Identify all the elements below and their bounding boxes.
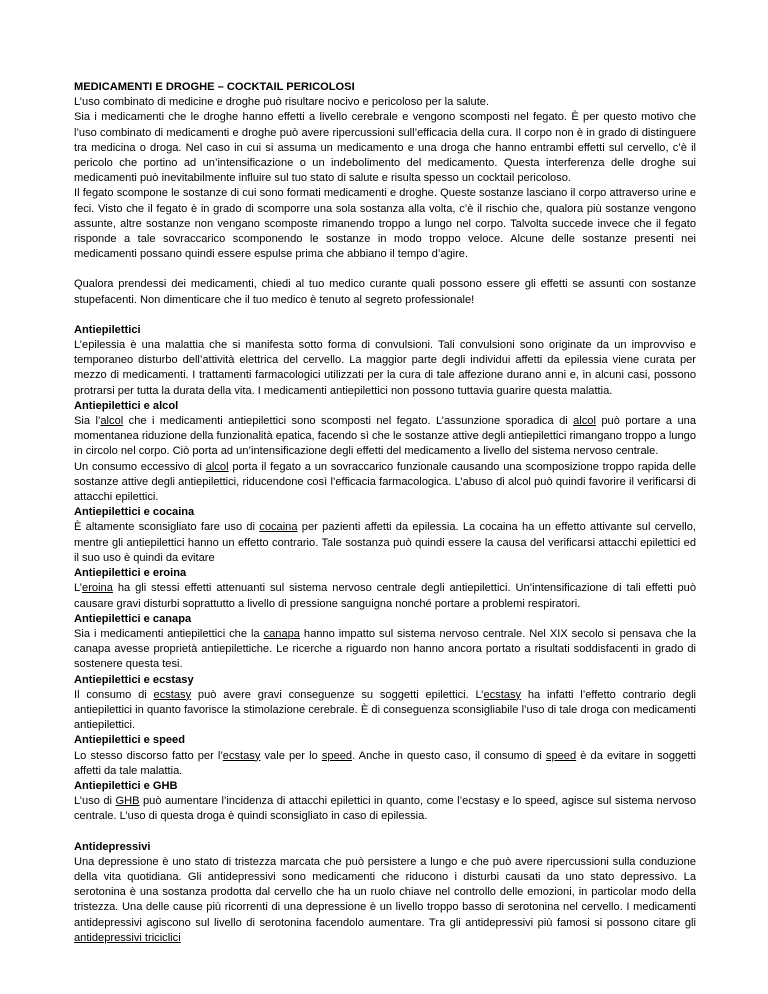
subsection-heading-ghb: Antiepilettici e GHB bbox=[74, 779, 178, 792]
ghb-link[interactable]: GHB bbox=[115, 795, 140, 808]
text-run: può aumentare l’incidenza di attacchi epilettici in quanto, come l’ecstasy e lo speed, agisce sul sistema nervoso centrale. L’uso di questa droga è quindi sconsigliato in caso di epilessia. bbox=[74, 795, 696, 823]
section-paragraph: L’epilessia è una malattia che si manifesta sotto forma di convulsioni. Tali convulsioni sono originate da un improvviso e temporaneo disturbo dell’attività elettrica del cervello. La maggior parte degli individui affetti da epilessia viene curata per mezzo di medicamenti. I trattamenti farmacologici utilizzati per la cura di tale affezione durano anni e, in alcuni casi, possono protrarsi per tutta la durata della vita. I medicamenti antiepilettici non possono tuttavia guarire questa malattia. bbox=[74, 339, 696, 397]
text-run: ha infatti l’effetto contrario degli antiepilettici in quanto favorisce la stimolazione cerebrale. È di conseguenza sconsigliabile l’uso di tale droga con medicamenti antiepilettici. bbox=[74, 688, 697, 732]
document-title: MEDICAMENTI E DROGHE – COCKTAIL PERICOLOSI bbox=[74, 81, 355, 93]
text-run: che i medicamenti antiepilettici sono scomposti nel fegato. L’assunzione sporadica di bbox=[123, 415, 574, 428]
advice-paragraph: Qualora prendessi dei medicamenti, chiedi al tuo medico curante quali possono essere gli effetti se assunti con sostanze stupefacenti. Non dimenticare che il tuo medico è tenuto al segreto professionale! bbox=[74, 278, 696, 306]
alcol-link[interactable]: alcol bbox=[573, 415, 596, 428]
text-run: Sia l’ bbox=[74, 415, 101, 428]
subsection-paragraph bbox=[74, 414, 696, 460]
subsection-heading-speed: Antiepilettici e speed bbox=[74, 734, 185, 747]
text-run: Un consumo eccessivo di bbox=[74, 460, 206, 473]
subsection-heading-canapa: Antiepilettici e canapa bbox=[74, 612, 192, 625]
text-run: può portare a una momentanea riduzione della funzionalità epatica, facendo sì che le sostanze attive degli antiepilettici rimangano troppo a lungo in circolo nel corpo. Ciò porta ad un’intensificazione degli effetti del medicamento a livello del sistema nervoso centrale. bbox=[74, 415, 696, 458]
text-run: L’uso di bbox=[74, 795, 116, 808]
intro-paragraph: Sia i medicamenti che le droghe hanno effetti a livello cerebrale e vengono scomposti nel fegato. È per questo motivo che l’uso combinato di medicamenti e droghe può avere ripercussioni sull’efficacia della cura. Il corpo non è in grado di distinguere tra medicina o droga. Nel caso in cui si assuma un medicamento e una droga che hanno entrambi effetti sul cervello, c’è il pericolo che portino ad un’intensificazione o un indebolimento del medicamento. Questa interferenza delle droghe sui medicamenti può inevitabilmente influire sul tuo stato di salute e risulta spesso un cocktail pericoloso. bbox=[74, 111, 696, 185]
subsection-paragraph bbox=[74, 627, 696, 673]
subsection-paragraph bbox=[74, 581, 696, 611]
subsection-heading-ecstasy: Antiepilettici e ecstasy bbox=[74, 673, 194, 686]
antidepressivi-triciclici-link[interactable]: antidepressivi triciclici bbox=[74, 931, 181, 944]
subsection-paragraph bbox=[74, 688, 696, 734]
spacer bbox=[74, 262, 696, 277]
section-heading-antiepilettici: Antiepilettici bbox=[74, 323, 141, 336]
ecstasy-link[interactable]: ecstasy bbox=[483, 688, 522, 701]
text-run: Lo stesso discorso fatto per l’ bbox=[74, 749, 223, 762]
text-run: vale per lo bbox=[260, 749, 322, 762]
ecstasy-link[interactable]: ecstasy bbox=[153, 688, 192, 701]
alcol-link[interactable]: alcol bbox=[205, 460, 229, 473]
subsection-paragraph bbox=[74, 460, 696, 506]
intro-paragraph: L’uso combinato di medicine e droghe può risultare nocivo e pericoloso per la salute. bbox=[74, 96, 490, 109]
text-run: hanno impatto sul sistema nervoso centrale. Nel XIX secolo si pensava che la canapa avesse proprietà antiepilettiche. Le ricerche a riguardo non hanno ancora portato a risultati soddisfacenti in grado di sostenere questa tesi. bbox=[74, 627, 696, 671]
subsection-heading-eroina: Antiepilettici e eroina bbox=[74, 567, 187, 580]
subsection-paragraph bbox=[74, 749, 696, 779]
subsection-paragraph bbox=[74, 794, 696, 824]
speed-link[interactable]: speed bbox=[545, 749, 577, 762]
spacer bbox=[74, 825, 696, 840]
cocaina-link[interactable]: cocaina bbox=[259, 521, 298, 534]
text-run: È altamente sconsigliato fare uso di bbox=[74, 521, 260, 534]
text-run: Sia i medicamenti antiepilettici che la bbox=[74, 627, 264, 640]
spacer bbox=[74, 308, 696, 323]
text-run: ha gli stessi effetti attenuanti sul sistema nervoso centrale degli antiepilettici. Un’intensificazione di tali effetti può causare gravi disturbi soprattutto a livello di pressione sanguigna nonché portare a problemi respiratori. bbox=[74, 582, 696, 610]
subsection-heading-cocaina: Antiepilettici e cocaina bbox=[74, 506, 195, 519]
text-run: è da evitare in soggetti affetti da tale malattia. bbox=[74, 749, 696, 777]
speed-link[interactable]: speed bbox=[321, 749, 353, 762]
eroina-link[interactable]: eroina bbox=[82, 582, 113, 595]
section-paragraph bbox=[74, 855, 696, 946]
text-run: Il consumo di bbox=[74, 688, 154, 701]
subsection-heading-alcol: Antiepilettici e alcol bbox=[74, 399, 179, 412]
ecstasy-link[interactable]: ecstasy bbox=[222, 749, 261, 762]
subsection-paragraph bbox=[74, 520, 696, 566]
intro-paragraph: Il fegato scompone le sostanze di cui sono formati medicamenti e droghe. Queste sostanze lasciano il corpo attraverso urine e feci. Visto che il fegato è in grado di scomporre una sola sostanza alla volta, c’è il rischio che, qualora più sostanze vengono assunte, altre sostanze non vengano scomposte rimanendo troppo a lungo nel corpo. Talvolta succede invece che il fegato risponde a tale sovraccarico scomponendo le sostanze in modo troppo veloce. Alcune delle sostanze presenti nei medicamenti possano quindi essere espulse prima che abbiano il tempo d’agire. bbox=[74, 187, 696, 261]
text-run: Una depressione è uno stato di tristezza marcata che può persistere a lungo e che può avere ripercussioni sulla conduzione della vita quotidiana. Gli antidepressivi sono medicamenti che riducono i disturbi causati da uno stato depressivo. La serotonina è una sostanza prodotta dal cervello che ha un ruolo chiave nel controllo delle emozioni, in particolar modo della tristezza. Una delle cause più ricorrenti di una depressione è un livello troppo basso di serotonina nel cervello. I medicamenti antidepressivi agiscono sul livello di serotonina facendolo aumentare. Tra gli antidepressivi più famosi si possono citare gli bbox=[74, 855, 696, 929]
text-run: . Anche in questo caso, il consumo di bbox=[352, 749, 546, 762]
text-run: per pazienti affetti da epilessia. La cocaina ha un effetto attivante sul cervello, mentre gli antiepilettici hanno un effetto contrario. Tale sostanza può quindi essere la causa del verificarsi attacchi epilettici ed il suo uso è quindi da evitare bbox=[74, 521, 697, 564]
text-run: può avere gravi conseguenze su soggetti epilettici. L’ bbox=[191, 688, 484, 701]
canapa-link[interactable]: canapa bbox=[263, 627, 300, 640]
text-run: porta il fegato a un sovraccarico funzionale causando una scomposizione troppo rapida delle sostanze attive degli antiepilettici, riducendone così l’efficacia farmacologica. L’abuso di alcol può quindi favorire il verificarsi di attacchi epilettici. bbox=[74, 460, 696, 504]
section-heading-antidepressivi: Antidepressivi bbox=[74, 840, 151, 853]
text-run: L’ bbox=[74, 582, 83, 595]
alcol-link[interactable]: alcol bbox=[100, 415, 124, 428]
